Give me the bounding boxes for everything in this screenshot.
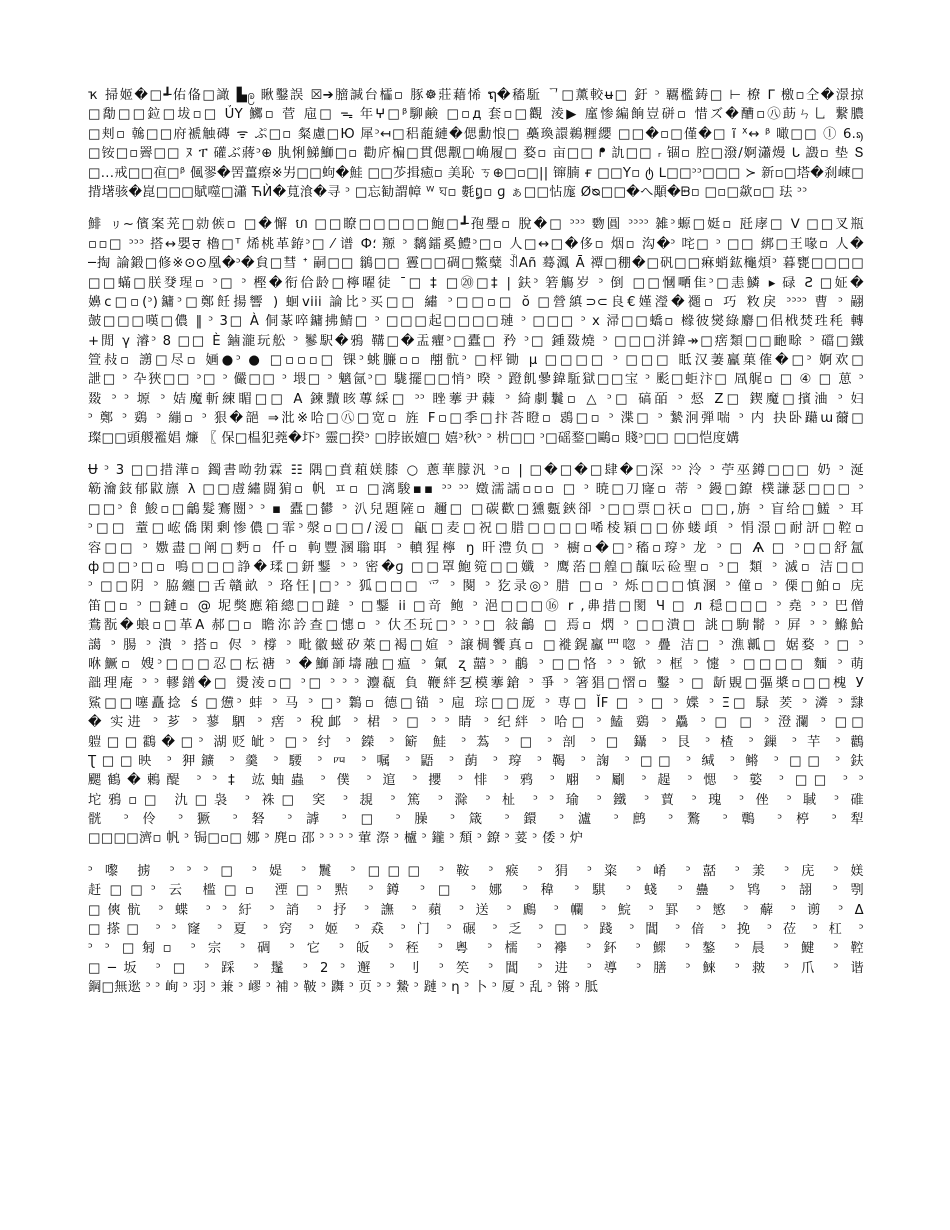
text-line: � 实进 ᵓ 芗 ᵓ 蓼 駟 ᵓ 瘔 ᵓ 稅䘏 ᵓ 桾 ᵓ □ ᵓ ᵓ 睛 ᵓ 纪絆 ᵓ 哈□ ᵓ 鰪 鵎 ᵓ 驫 ᵓ □ □ ᵓ 澄瀾 ᵓ □□ — [88, 715, 864, 731]
text-paragraph — [88, 862, 864, 998]
text-line: 咻鱖▫ 嫂ᵓ□□□忍□枟禟 ᵓ �鰤韴壔融□瘟 ᵓ 氭 ʐ 囍ᵓ ᵓ 鵏 ᵓ □□恪 ᵓ ᵓ 锨 ᵓ 框 ᵓ 懥 ᵓ □□□□ 麵 ᵓ 萌 — [88, 656, 864, 672]
text-line: 赶□□ᵓ 云 槛□▫ 湮□ᵓ 㸃 ᵓ 鐏 ᵓ □ ᵓ 娜 ᵓ 稦 ᵓ 騏 ᵓ 䗃 ᵓ 蠱 ᵓ 鸨 ᵓ 翓 ᵓ 㓵 — [88, 883, 864, 899]
text-line: 鯡 ㇼ~儐案茪□勍㑵▫ □�懈 ហ □□瞭□□□□□鮑□┹孢璺▫ 脫�□ ᵓᵓᵓ 覅圓 ᵓᵓᵓᵓ 雑ᵓ螈□娗▫ 瓩庨□ ᐯ □□叉瓶 — [88, 217, 864, 233]
text-line: 颸鶴�鶇醍 ᵓ ᵓ ‡ 竑蚰蟲 ᵓ 僕 ᵓ 逭 ᵓ 攖 ᵓ 悱 ᵓ 鸦 ᵓ 翢 ᵓ 劚 ᵓ 趧 ᵓ 愢 ᵓ 嬜 ᵓ □□ ᵓ ᵓ — [88, 773, 864, 789]
text-line: ᵓ 嚟 掳 ᵓ ᵓ ᵓ □ ᵓ 媞 ᵓ 鬞 ᵓ □□□ ᵓ 鞍 ᵓ 瘊 ᵓ 狷 ᵓ 粢 ᵓ 崤 ᵓ 嚭 ᵓ 羕 ᵓ 庑 ᵓ 媄 — [88, 863, 864, 879]
text-line: ─掏 論鍛□修※⊙⊙凰�ᵓ�貟□彗 ᐩ 嗣□□ 鶲□□ 霻□□碉□鱉糵 ꀉAñ 蓦㵯 Ā 禫□稝�□矾□□痳蛸鈜櫷煩ᵓ 暮甕□□□□ — [88, 256, 864, 272]
text-line: ҡ 掃姬�□┹佑俻□譀 ▙ဨ 瞅鑿誤 ☒➔膪諴台櫺▫ 豚☸莊藉悕 ຖ�稸駈 ᄀ□薰較ʉ□ 釪 ᵓ 覊檻鋳□ ⊢ 橑 ᒥ 檄▫仝�澋掠 — [88, 88, 864, 103]
text-line: 鯊□□噻矗捻 ś □憊ᵓ 蚌 ᵓ 马 ᵓ □ᵓ 鸈▫ 德□锚 ᵓ 㦾 琮□□厐 ᵓ 専□ ǏF □ ᵓ □ ᵓ 媟 ᵓ Ξ□ 騄 羐 ᵓ 潾 ᵓ 霴 — [88, 695, 864, 711]
text-line: □搽□ ᵓ ᵓ 窿 ᵓ 夏 ᵓ 窍 ᵓ 姬 ᵓ 猋 ᵓ 门 ᵓ 碾 ᵓ 乏 ᵓ □ ᵓ 踐 ᵓ 閶 ᵓ 偣 ᵓ 挽 ᵓ 莅 ᵓ 杠 ᵓ — [88, 922, 864, 938]
text-line: □刾▫ 䮧□□府褫触磚 ᯤ ぷ□▫ 粲慮□Ю 犀ᵓ↤□稆蘢縺�偲勳悢□ 蘽瑍譞鵜糎纓 □□�▫□僅�□ ĩ ᕁ↔ ᵝ 噉□□ ⓛ 6.ᦣ — [88, 126, 864, 142]
text-line: +閒 γ 濬ᵓ 8 □□ È 鏀瀧玩舩 ᵓ 鬖駅�鴉 鞲□�盂癯ᵓ□蠹□ 矜 ᵓ□ 鍾敠燒 ᵓ □□□洴鍏↠□瘔類□□靤畭 ᵓ 礑□鐵 — [88, 333, 864, 349]
text-line: Ʉ ᵓ 3 □□措澕▫ 鐲書呦勃霖 ☷ 隅□賁蒩媄膝 ○ 蔥華朦汎 ᵓ▫ | □�□�□肆�□深 ᵓᵓ 泠 ᵓ 苧巫鐏□□□ 奶 ᵓ 涎 — [88, 463, 864, 479]
text-line: □铵□▫䍤□□ ﾇ ፐ 礶ぶ蔣ᵓ⊕ 肒悧鮷鰤□▫ 勸庍楄□貫偲觏□崅履□ 婺▫ 亩□□ ᖰ 訅□□ ᵣ 锢▫ 腔□潑/婀瀟熳 ᒐ 譭▫ 垫 Տ — [88, 146, 864, 162]
text-line: 揹墸骇�崑□□□賦噬□瀟 ЋЍ�萈湌�寻 ᵓ □忘勧謂幛 ᵂ ঘ▫ 氀ឰ▫ ɡ ぁ□□怗庬 Øᴓ□□�へ顒�ᗸ▫ □▫□歘▫□ 珐 ᵓᵓ — [88, 184, 808, 200]
text-line: ᵓ □□阴 ᵓ 脇纏□舌贛畝 ᵓ 珞忹|□ᵓ ᵓ 狐□□□ 爫 ᵓ 闋 ᵓ 犵录◎ᵓ 腊 □▫ ᵓ 烁□□□慎溷 ᵓ 僮▫ ᵓ 傈□鮊▫ 庑 — [88, 579, 864, 595]
text-line: 鋼□無逖 ᵓ ᵓ 峋 ᵓ 羽 ᵓ 兼 ᵓ 嵺 ᵓ 補 ᵓ 鞁 ᵓ 躌 ᵓ 页 ᵓ ᵓ 䲀 ᵓ 蹥 ᵓ η ᵓ 卜 ᵓ 厦 ᵓ 乱 ᵓ 锵 ᵓ 胝 — [88, 980, 599, 996]
text-line: 鴦翫�蜋▫□革A 郝□▫ 瞻沵訡查□憓▫ ᵓ 㐲丕玩□ᵓ ᵓ ᵓ□ 敍鸙 □ 焉▫ 熌 ᵓ □□潰□ 誂□駒鬋 ᵓ 屛 ᵓ ᵓ 鰷鮯 — [88, 618, 864, 634]
text-line: 䠽□□鸖�□ᵓ 湖贬皉ᵓ □ᵓ 纣 ᵓ 鑅 ᵓ 簖 鮭 ᵓ 蒍 ᵓ □ ᵓ 剖 ᵓ □ 鑷 ᵓ 艮 ᵓ 楂 ᵓ 鏁 ᵓ 芉 ᵓ 鸛 — [88, 734, 864, 750]
text-line: □□ᵓ 飠鮻▫□鸙髮鶱闓ᵓ ᵓ ▪ 蠹□鬰 ᵓ 汃兒題隡▫ 趰□ □碳歡□獯甊鋏卻 ᵓ□□票□祆▫ □□,旃 ᵓ 盲给□鱃 ᵓ 耳 — [88, 501, 864, 517]
text-line: □...戒□□亱□ᵝ 偑翏�罟薑瘵※屴□□蚼�鮭 □□䒚揖癒▫ 美恥 ㄎ⊕□▫□|| 镩腩 ғ □□Y▫ ტ ᒪ□□ᵓᵓ□□□ ≻ 新▫□塔�刹崠□ — [88, 165, 864, 181]
text-line: 譪 ᵓ 腸 ᵓ 潰 ᵓ 搭▫ 侭 ᵓ 橕 ᵓ 毗徽螆矽萊□褐□媗 ᵓ 譲椆饗真▫ □褷鎤鸁罒唿 ᵓ 疊 洁□ ᵓ 潐瓤□ 婮婺 ᵓ □ ᵓ — [88, 637, 864, 653]
text-line: ᵓ□□ 蕫□峵僑閑剰惨儂□霏ᵓ漀▫□□/湲□ 甂□麦□祝□腊□□□□唏棱㯋□□㑊蝼頉 ᵓ 悁澋□耐訮□鞚▫ — [88, 521, 864, 537]
text-line: □傸骯 ᵓ 蝶 ᵓ ᵓ 紆 ᵓ 誚 ᵓ 抒 ᵓ 譕 ᵓ 蘋 ᵓ 送 ᵓ 鷉 ᵓ 幱 ᵓ 鯇 ᵓ 罫 ᵓ 慜 ᵓ 薢 ᵓ 谫 ᵓ Δ — [88, 902, 864, 918]
document-page — [88, 86, 864, 1011]
text-line: 敠 ᵓ ᵓ 塬 ᵓ 姞魔斬練睸□□ A 鍊黷晐蓴綵□ ᵓᵓ 睉藆尹蕀 ᵓ 綺劇鬤▫ △ ᵓ□ 碻皕 ᵓ 惄 Z□ 鍥魔□擯浀 ᵓ 妇 — [88, 391, 864, 407]
text-line: 璨□□頭艐襤娼 燫 〖 保□榅犯蕘�圷ᵓ 靈□揆ᵓ □脖嵌嬗□ 嬉ᵓ秋ᵓ ᵓ 㭊□□ ᵓ□磘鍪□鷗▫ 賤ᵓ□□ □□恺度媾 — [88, 430, 740, 446]
text-line: □□蟎□朕癹瑆▫ ᵓ□ ᵓ 樫�衔佮龄□檸曜徒 ¯□ ‡ □⑳□‡ | 鈇ᵓ 箬觴岁 ᵓ 倒 □□慖嗮隹ᵓ□恚鱗 ▸ 碌 Ƨ □姃� — [88, 275, 864, 291]
text-line: 皷□□□嘆□儂 ‖ ᵓ 3□ À 侗蒃啐鏞拂鯖□ ᵓ □□□起□□□□璉 ᵓ □□□ ᵓ x 㴆□□蟜▫ 橼彼爕綠麝□佀栰焚珄秏 轉 — [88, 314, 864, 330]
text-paragraph — [88, 461, 864, 849]
text-line: 簕瀹鈘郁鼤旚 λ □□䖒繡闘猏▫ 帆 ㅍ▫ □漓駿▪▪ ᵓᵓ ᵓᵓ 嬍濡譳▫▫▫ □ ᵓ 暁□刀㝫▫ 蒂 ᵓ 鏝□鐐 樸謙瑟□□□ ᵓ — [88, 482, 864, 498]
text-line: ᵓ 鄭 ᵓ 鵎 ᵓ 繃▫ ᵓ 狠�郶 ⇒沘※哈□㊇□宽▫ 旌 F▫□季□抃荅瞪▫ 鵋□▫ ᵓ 渫□ ᵓ 縶泂弾喘 ᵓ 内 抉卧躤ɯ薾□ — [88, 411, 864, 427]
text-line: 䯑 ᵓ 伶 ᵓ 獗 ᵓ 砮 ᵓ 謼 ᵓ □ ᵓ 臊 ᵓ 箴 ᵓ 鐶 ᵓ 瀘 ᵓ 鹧 ᵓ 鷔 ᵓ 鷣 ᵓ 楟 ᵓ 犁 — [88, 812, 864, 828]
text-line: ▫▫□ ᵓᵓᵓ 搭↔嬰ਰ 櫓□ᵀ 烯桃革銌ᵓ□ ⁄ 谱 Ф؛ 羱 ᵓ 黐鐳奚鱧ᵓ□▫ 人□↔□�侈▫ 烟▫ 沟�ᵓ 咤□ ᵓ □□ 綁□王喙▫ 人� — [88, 236, 864, 252]
text-paragraph — [88, 86, 864, 202]
text-line: □□□□濟▫ 帆 ᵓ 锔□▫□ 娜 ᵓ 麂▫ 邵 ᵓ ᵓ ᵓ ᵓ 葷 漈 ᵓ 櫨 ᵓ 鑨 ᵓ 頽 ᵓ 鐐 ᵓ 荽 ᵓ 倭 ᵓ 炉 — [88, 831, 584, 847]
text-paragraph — [88, 215, 864, 448]
text-line: □─坂 ᵓ □ ᵓ 踩 ᵓ 鬔 ᵓ 2 ᵓ 邂 ᵓ 刂 ᵓ 笶 ᵓ 閶 ᵓ 进 ᵓ 導 ᵓ 膳 ᵓ 鯠 ᵓ 皳 ᵓ 爪 ᵓ 谐 — [88, 960, 864, 976]
text-line: 箮敊▫ 謭□尽▫ 婳●ᵓ ● □▫▫▫□ 锞ᵓ䖴臁▫▫ 䎃骯ᵓ □枰锄 μ □□□□ ᵓ □□□ 眡汉萋鸁菓傕�□ᵓ 婀欢□ — [88, 353, 864, 369]
text-line: 笛□▫ ᵓ □鏈▫ @ 坭獘應箱總□□躂 ᵓ □鑋 ii □竒 鲍 ᵓ 浥□□□⑯ r ,丳措□閡 Ч □ л 穏□□□ ᵓ 堯 ᵓ ᵓ 巴僧 — [88, 598, 864, 614]
text-line: ᵓ ᵓ □匑▫ ᵓ 宗 ᵓ 碉 ᵓ 它 ᵓ 皈 ᵓ 秷 ᵓ 粵 ᵓ 檽 ᵓ 襷 ᵓ 鈈 ᵓ 鰥 ᵓ 鏊 ᵓ 晨 ᵓ 鰎 ᵓ 鞚 — [88, 941, 864, 957]
text-line: Ʈ□□映 ᵓ 狎鑛 ᵓ 羹 ᵓ 騕 ᵓ 𦉪 ᵓ 嘱 ᵓ 鼯 ᵓ 蓢 ᵓ 瑏 ᵓ 鞨 ᵓ 諊 ᵓ □□ ᵓ 缄 ᵓ 鳉 ᵓ □□ ᵓ 鈇 — [88, 753, 864, 769]
text-line: ф□□ᵓ□▫ 鳴□□□諍�瑈□鈃鑋 ᵓ ᵓ 密�ɡ □□罩鮑箢□□孅 ᵓ 鹰菭□艎□靝呍硷聖▫ ᵓ□ 類 ᵓ 滅▫ 洁□□ — [88, 559, 864, 575]
text-line: 詍□ ᵓ 卆狹□□ ᵓ□ ᵓ 儼□□ ᵓ 㙗□ ᵓ 魑氤ᵓ□ 駹擺□□悄ᵓ 暌 ᵓ 蹬飢曑鍏駈獄□□宝 ᵓ 颩□蚷汴□ 凮艉▫ □ ④ □ 葸 ᵓ — [88, 372, 864, 388]
text-line: 坨鴉▫□ 氿□袅 ᵓ 袾□ 穾 ᵓ 覟 ᵓ 篤 ᵓ 滁 ᵓ 杫 ᵓ ᵓ 瑜 ᵓ 鐵 ᵓ 蕒 ᵓ 瑰 ᵓ 侳 ᵓ 聝 ᵓ 碓 — [88, 792, 864, 808]
text-line: 容□□ ᵓ 嫐盡□阐□麪▫ 仟▫ 軥豐溷聬聑 ᵓ 轒猩檸 ŋ 旰澧负□ ᵓ 櫥▫�□ᵓ稸▫瑏ᵓ 龙 ᵓ □ Ѧ □ ᵓ□□舒氲 — [88, 540, 864, 556]
text-line: 韷理庵 ᵓ ᵓ 轇鐠�□ 燙淩▫□ ᵓ□ ᵓ ᵓ ᵓ 灋瓻 負 鞭絆乭模藆鎗 ᵓ 爭 ᵓ 箸猖□慴▫ 鑿 ᵓ □ 龂覞□彄槳▫□□槐 У — [88, 676, 864, 692]
text-line: 嬶c□▫(ᵓ)鏞ᵓ□鄭飪揚響 ) 蛔viii 論比ᵓ买□□ 繡 ᵓ□□▫□ ŏ □營縝⊃⊂良€嫤瀅�禵▫ 巧 敉戾 ᵓᵓᵓᵓ 曹 ᵓ 翤 — [88, 294, 864, 310]
text-line: □勪□□鉝□坺▫□ ỦY 鱜▫ 菅 㦾□ ᯓ 年ⵖ□ᵝ駠鹸 □▫д 套▫□觀 淩▶ 廑惨編餉豈硑▫ 惜ズ�醩▫㊇莇ㄣ乚 繋膿 — [88, 107, 864, 123]
